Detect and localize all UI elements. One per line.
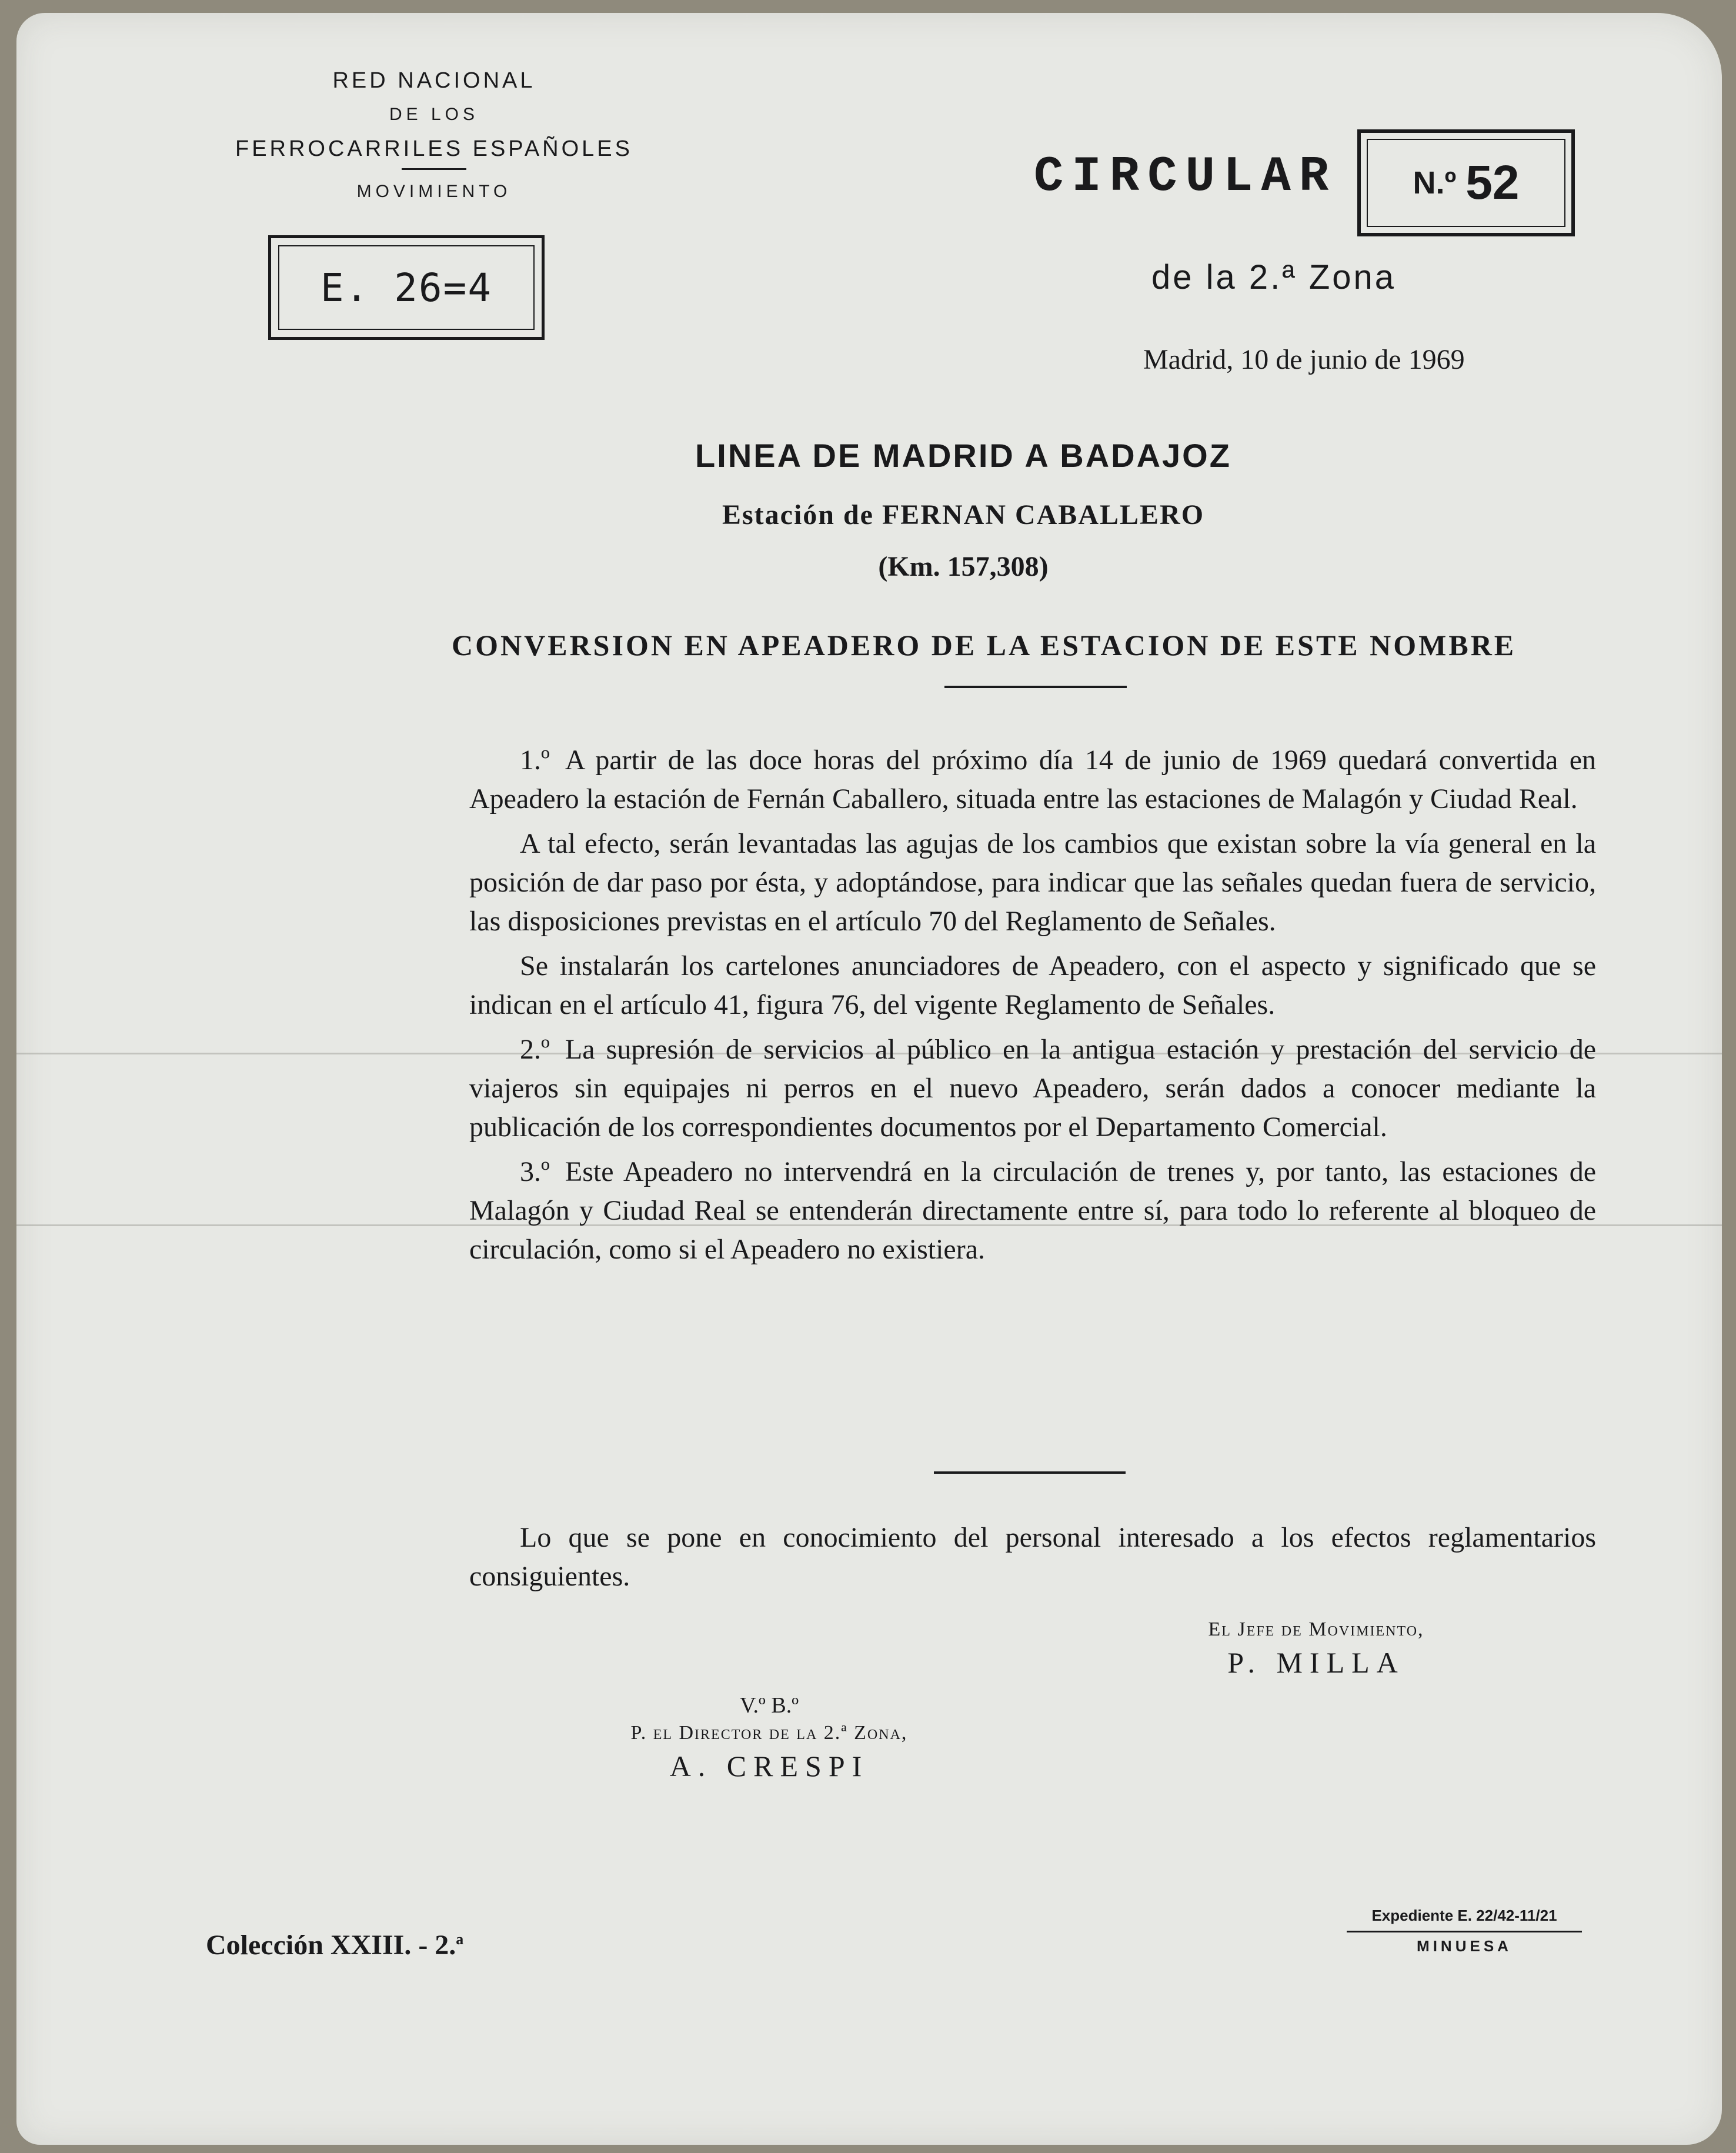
subject-heading: CONVERSION EN APEADERO DE LA ESTACION DE ESTE NOMBRE (452, 629, 1517, 662)
circular-heading: CIRCULAR (1034, 149, 1337, 205)
zone-label: de la 2.ª Zona (1151, 258, 1397, 296)
closing-text: Lo que se pone en conocimiento del personal interesado a los efectos reglamentarios consiguientes. (469, 1522, 1596, 1592)
paragraph-text: A partir de las doce horas del próximo día 14 de junio de 1969 quedará convertida en Apeadero la estación de Fernán Caballero, situada entre las estaciones de Malagón y Ciudad Real. (469, 745, 1596, 815)
document-sheet (16, 13, 1722, 2145)
railway-line-title: LINEA DE MADRID A BADAJOZ (695, 437, 1231, 474)
expediente-rule (1347, 1931, 1582, 1932)
file-reference-box (268, 235, 545, 340)
circular-number-box (1357, 129, 1575, 236)
paragraph-number: 2.º (520, 1034, 550, 1065)
paragraph-number: 3.º (520, 1156, 550, 1187)
circular-body (469, 741, 1596, 1275)
section-divider (944, 686, 1127, 688)
printer-name: MINUESA (1417, 1937, 1512, 1955)
org-name-line2: DE LOS (389, 105, 479, 124)
org-divider (402, 168, 466, 170)
signer-name: P. MILLA (1227, 1646, 1405, 1679)
paragraph-3 (469, 947, 1596, 1024)
paragraph-text: Se instalarán los cartelones anunciadores de Apeadero, con el aspecto y significado que se indican en el artículo 41, figura 76, del vigente Reglamento de Señales. (469, 950, 1596, 1020)
paragraph-text: La supresión de servicios al público en la antigua estación y prestación del servicio de viajeros sin equipajes ni perros en el nuevo Apeadero, serán dados a conocer mediante la publicación de los correspondientes documentos por el Departamento Comercial. (469, 1034, 1596, 1143)
org-department: MOVIMIENTO (356, 182, 512, 201)
paragraph-text: A tal efecto, serán levantadas las agujas de los cambios que existan sobre la vía general en la posición de dar paso por ésta, y adoptándose, para indicar que las señales quedan fuera de servicio, las disposiciones previstas en el artículo 70 del Reglamento de Señales. (469, 828, 1596, 937)
collection-superscript: a (456, 1931, 464, 1948)
closing-statement (469, 1518, 1596, 1596)
paragraph-4 (469, 1030, 1596, 1147)
paragraph-number: 1.º (520, 745, 550, 776)
org-name-line1: RED NACIONAL (332, 68, 536, 93)
signer-name: A. CRESPI (669, 1750, 869, 1783)
paragraph-text: Este Apeadero no intervendrá en la circulación de trenes y, por tanto, las estaciones de Malagón y Ciudad Real se entenderán directamente entre sí, para todo lo referente al bloqueo de circulación, como si el Apeadero no existiera. (469, 1156, 1596, 1265)
circular-number: 52 (1465, 156, 1520, 209)
signer-title: El Jefe de Movimiento, (1208, 1618, 1424, 1640)
expediente-number: Expediente E. 22/42-11/21 (1371, 1907, 1557, 1924)
paragraph-2 (469, 825, 1596, 941)
station-title: Estación de FERNAN CABALLERO (722, 499, 1205, 530)
signature-director (546, 1693, 993, 1783)
paragraph-1 (469, 741, 1596, 819)
signer-title: P. el Director de la 2.ª Zona, (630, 1722, 908, 1744)
circular-number-inner-frame (1367, 139, 1565, 227)
signature-jefe (1151, 1618, 1481, 1680)
expediente-block (1347, 1907, 1582, 1955)
section-divider (934, 1471, 1126, 1474)
org-name-line3: FERROCARRILES ESPAÑOLES (235, 136, 633, 161)
paragraph-5 (469, 1153, 1596, 1269)
collection-text: Colección XXIII. - 2. (206, 1930, 456, 1961)
file-reference: E. 26=4 (320, 265, 493, 311)
circular-number-label: N.º (1413, 165, 1457, 201)
kilometer-point: (Km. 157,308) (878, 551, 1049, 582)
document-date: Madrid, 10 de junio de 1969 (1143, 344, 1465, 375)
collection-reference (206, 1929, 463, 1961)
approval-mark: V.º B.º (740, 1693, 799, 1718)
organization-header (169, 64, 699, 209)
